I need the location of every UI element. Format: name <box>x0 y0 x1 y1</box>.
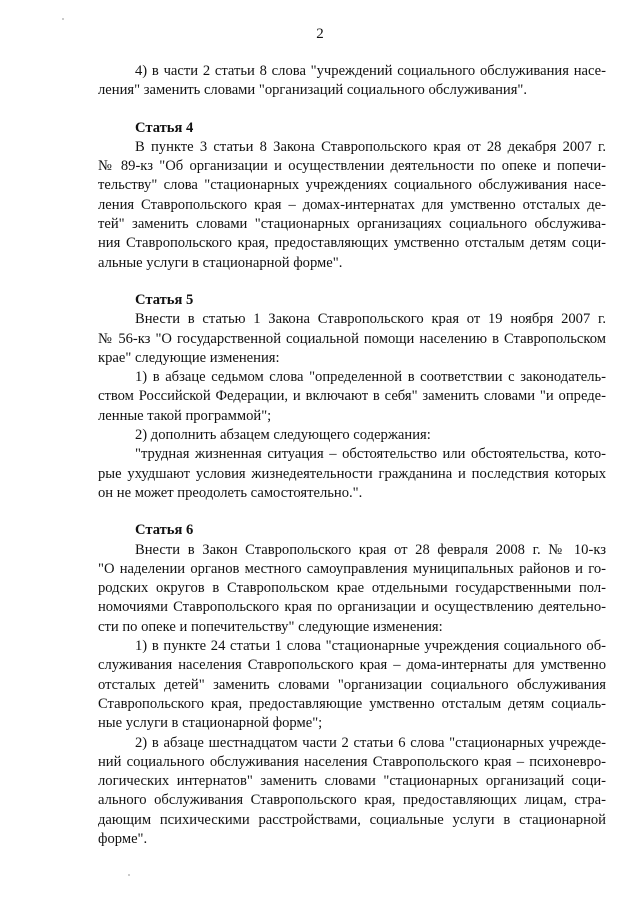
text-line: ством Российской Федерации, и включают в себя" заменить словами "и опреде- <box>98 388 606 405</box>
article-5-definition <box>98 445 606 503</box>
document-body <box>98 62 606 849</box>
text-line: Внести в статью 1 Закона Ставропольского края от 19 ноября 2007 г. <box>135 311 606 328</box>
text-line: ленные такой программой"; <box>98 407 272 424</box>
text-line: тельству" слова "стационарных учреждениях социального обслуживания насе- <box>98 177 606 194</box>
text-line: 1) в пункте 24 статьи 1 слова "стационарные учреждения социального об- <box>135 638 606 655</box>
text-line: форме". <box>98 830 148 847</box>
article-5-intro <box>98 310 606 368</box>
text-line: ные услуги в стационарной форме"; <box>98 715 323 732</box>
text-line: служивания населения Ставропольского края – дома-интернаты для умственно <box>98 657 606 674</box>
text-line: логических интернатов" заменить словами "стационарных организаций соци- <box>98 773 606 790</box>
text-line: № 89-кз "Об организации и осуществлении деятельности по опеке и попечи- <box>98 158 606 175</box>
text-line: ления Ставропольского края – домах-интернатах для умственно отсталых де- <box>98 196 606 213</box>
text-line: ния Ставропольского края, предоставляющих умственно отсталым детям соци- <box>98 235 606 252</box>
text-line: Ставропольского края, предоставляющие умственно отсталым детям социаль- <box>98 695 606 712</box>
text-line: 1) в абзаце седьмом слова "определенной в соответствии с законодатель- <box>135 369 606 386</box>
article-6-item-2 <box>98 734 606 850</box>
text-line: "О наделении органов местного самоуправления муниципальных районов и го- <box>98 560 606 577</box>
text-line: он не может преодолеть самостоятельно.". <box>98 484 363 501</box>
page-number: 2 <box>316 26 324 42</box>
article-6-intro <box>98 541 606 637</box>
article-5-item-1 <box>98 368 606 426</box>
article-4-paragraph <box>98 138 606 273</box>
text-line: 4) в части 2 статьи 8 слова "учреждений социального обслуживания насе- <box>135 63 606 79</box>
scan-speck <box>128 874 130 876</box>
article-6-item-1 <box>98 637 606 733</box>
text-line: рые ухудшают условия жизнедеятельности гражданина и последствия которых <box>98 465 606 482</box>
text-line: № 56-кз "О государственной социальной помощи населению в Ставропольском <box>98 330 606 347</box>
text-line: номочиями Ставропольского края по организации и осуществлению деятельно- <box>98 599 606 616</box>
text-line: ления" заменить словами "организаций социального обслуживания". <box>98 82 528 99</box>
article-6-heading: Статья 6 <box>135 522 194 539</box>
text-line: родских округов в Ставропольском крае отдельными государственными пол- <box>98 580 606 597</box>
text-line: Внести в Закон Ставропольского края от 28 февраля 2008 г. № 10-кз <box>135 541 606 558</box>
text-line: ального обслуживания Ставропольского края, предоставляющих лицам, стра- <box>98 792 606 809</box>
text-line: В пункте 3 статьи 8 Закона Ставропольского края от 28 декабря 2007 г. <box>135 138 606 155</box>
text-line: сти по опеке и попечительству" следующие изменения: <box>98 618 443 635</box>
text-line: 2) дополнить абзацем следующего содержания: <box>135 427 431 444</box>
scan-speck <box>62 18 64 20</box>
paragraph-item-4 <box>98 62 606 101</box>
text-line: 2) в абзаце шестнадцатом части 2 статьи 6 слова "стационарных учрежде- <box>135 734 606 751</box>
article-4-heading: Статья 4 <box>135 119 194 136</box>
text-line: тей" заменить словами "стационарных организациях социального обслужива- <box>98 216 606 233</box>
text-line: альные услуги в стационарной форме". <box>98 254 343 271</box>
article-5-heading: Статья 5 <box>135 291 194 308</box>
text-line: "трудная жизненная ситуация – обстоятельство или обстоятельства, кото- <box>135 446 606 463</box>
article-5-item-2 <box>98 426 606 445</box>
text-line: отсталых детей" заменить словами "организации социального обслуживания <box>98 676 606 693</box>
text-line: крае" следующие изменения: <box>98 349 280 366</box>
text-line: ний социального обслуживания населения Ставропольского края – психоневро- <box>98 753 606 770</box>
text-line: дающим психическими расстройствами, социальные услуги в стационарной <box>98 811 606 828</box>
